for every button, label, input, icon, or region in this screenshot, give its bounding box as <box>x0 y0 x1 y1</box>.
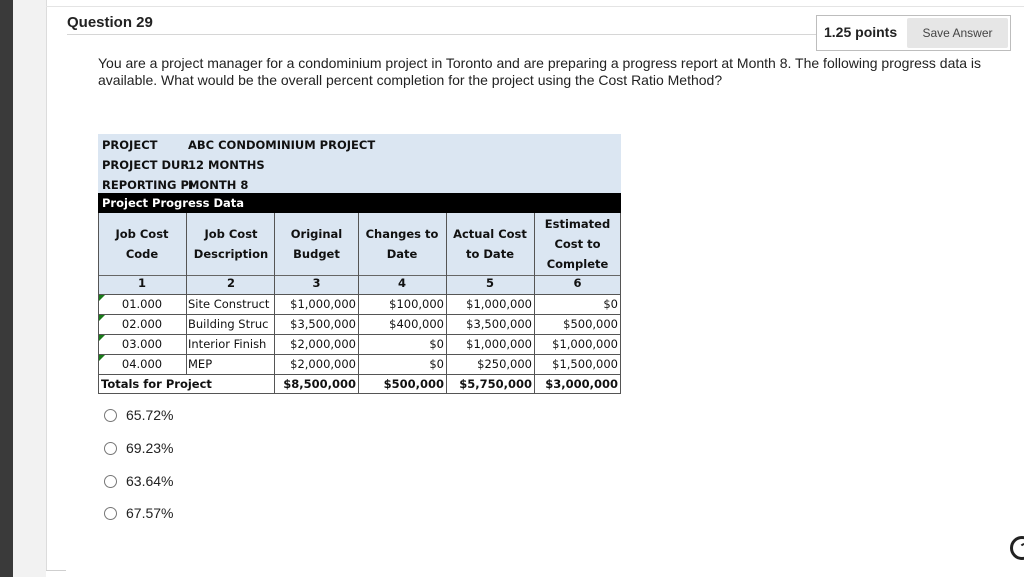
grid-line <box>446 213 447 394</box>
grid-line <box>534 213 535 394</box>
duration-value: 12 MONTHS <box>188 158 265 172</box>
points-value: 1.25 points <box>824 24 898 40</box>
answer-option-label: 69.23% <box>126 440 174 456</box>
left-sidebar-strip <box>0 0 13 577</box>
column-index-6: 6 <box>573 276 582 290</box>
question-title: Question 29 <box>67 14 153 31</box>
grid-line <box>358 213 359 394</box>
answer-option[interactable] <box>104 472 224 492</box>
question-text: You are a project manager for a condominium project in Toronto and are preparing a progress report at Month 8. The following progress data is available. What would be the overall percent completion for the project using the Cost Ratio Method? <box>98 55 982 88</box>
section-title-band <box>98 193 621 213</box>
grid-line <box>274 213 275 394</box>
save-answer-button[interactable]: Save Answer <box>907 18 1008 48</box>
column-index-4: 4 <box>397 276 406 290</box>
project-value: ABC CONDOMINIUM PROJECT <box>188 138 376 152</box>
progress-data-table: PROJECT ABC CONDOMINIUM PROJECT PROJECT DUR 12 MONTHS REPORTING PI MONTH 8 Project Progress Data Job Cost Code Job Cost Description Original Budget Changes to Date Actual Cost to Date Estimated Cost to Complete 1 2 3 4 5 6 01.000 Site Construct $1,000,000 $100,000 $1,000,000 $0 02.000 Building Struc $3,500,000 $400,000 $3,500,000 $500,000 03.000 Interior Finish $2,000,000 $0 $1,000,000 $1,000,000 04.000 MEP $2,000,000 $0 $250,000 $1,500,000 Totals for Project $8,500,000 $500,000 $5,750,000 $3,000,000 <box>98 134 621 394</box>
radio-button[interactable] <box>104 475 117 488</box>
project-label: PROJECT <box>102 138 158 152</box>
column-header-4: Changes to Date <box>365 227 439 261</box>
column-index-3: 3 <box>312 276 321 290</box>
help-chat-icon[interactable] <box>1010 536 1024 560</box>
column-header-3: Original Budget <box>290 227 343 261</box>
column-header-6: Estimated Cost to Complete <box>544 217 611 271</box>
radio-button[interactable] <box>104 507 117 520</box>
grid-line <box>98 393 621 394</box>
answer-option[interactable] <box>104 439 224 459</box>
top-frame <box>46 0 1024 7</box>
left-gutter <box>13 0 46 577</box>
grid-line <box>620 213 621 394</box>
points-box <box>816 15 1011 51</box>
column-header-2: Job Cost Description <box>193 227 269 261</box>
column-index-5: 5 <box>485 276 494 290</box>
answer-option[interactable] <box>104 406 224 426</box>
panel-bottom-border <box>46 570 66 571</box>
radio-button[interactable] <box>104 442 117 455</box>
reporting-value: MONTH 8 <box>188 178 249 192</box>
panel-border <box>46 0 47 570</box>
reporting-label: REPORTING PI <box>102 178 194 192</box>
question-title-divider <box>67 34 817 35</box>
column-header-1: Job Cost Code <box>115 227 169 261</box>
column-index-1: 1 <box>137 276 146 290</box>
answer-option-label: 65.72% <box>126 407 174 423</box>
answer-option[interactable] <box>104 504 224 524</box>
answer-option-label: 63.64% <box>126 473 174 489</box>
radio-button[interactable] <box>104 409 117 422</box>
column-index-2: 2 <box>226 276 235 290</box>
answer-option-label: 67.57% <box>126 505 174 521</box>
duration-label: PROJECT DUR <box>102 158 190 172</box>
column-header-5: Actual Cost to Date <box>453 227 527 261</box>
section-title: Project Progress Data <box>102 196 245 210</box>
